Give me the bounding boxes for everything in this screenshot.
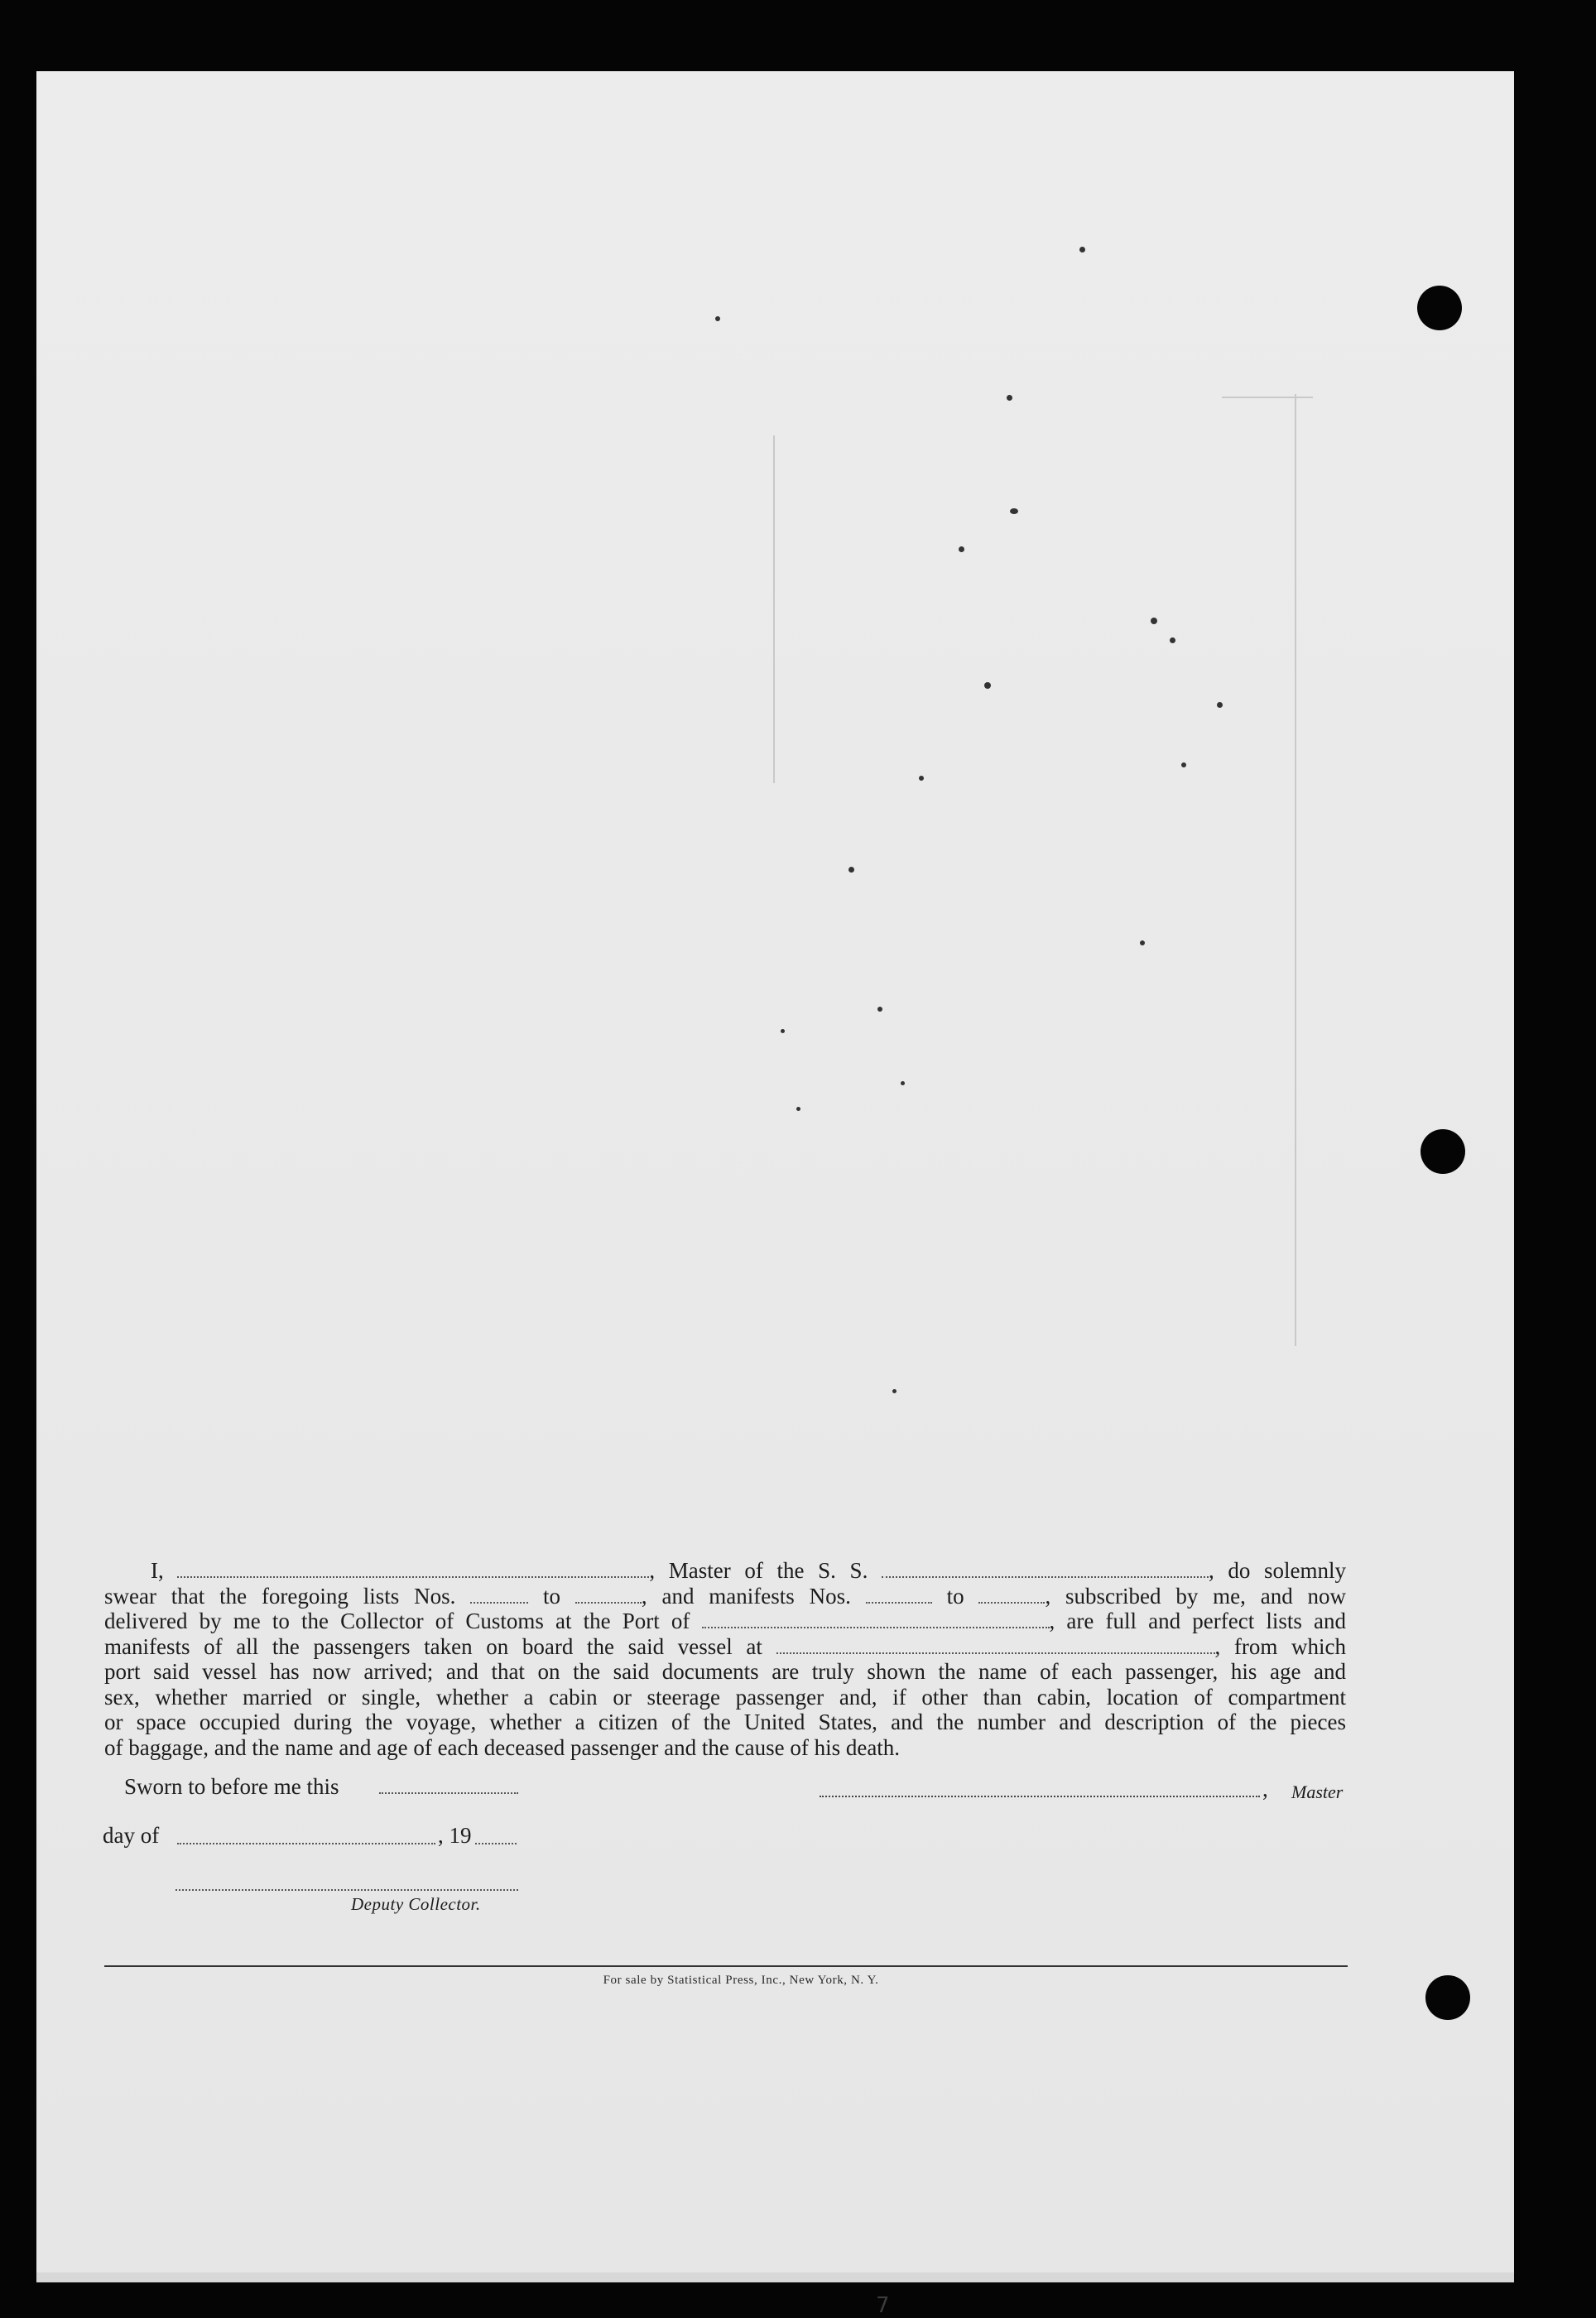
list-to-field[interactable] [575,1587,642,1604]
oath-line-7: or space occupied during the voyage, whether a citizen of the United States, and the number and description of the pieces [104,1710,1346,1734]
day-of-text: day of [103,1823,160,1848]
imprint-text: For sale by Statistical Press, Inc., New York, N. Y. [603,1974,879,1987]
document-page [36,71,1514,2282]
master-comma: , [1262,1777,1268,1801]
speck [1010,508,1018,514]
speck [1140,940,1145,945]
oath-line-3 [104,1609,1346,1634]
oath-text: to [946,1583,964,1609]
speck [901,1081,905,1085]
master-name-field[interactable] [177,1561,649,1578]
oath-line-8: of baggage, and the name and age of each deceased passenger and the cause of his death. [104,1734,901,1760]
speck [1007,395,1012,401]
manifest-from-field[interactable] [866,1587,932,1604]
deputy-collector-label: Deputy Collector. [351,1894,481,1914]
speck [848,867,854,873]
manifest-to-field[interactable] [978,1587,1045,1604]
oath-text: I, [151,1558,164,1583]
printer-imprint [0,1974,1449,1988]
departure-port-field[interactable] [776,1638,1215,1654]
sworn-day-field[interactable] [379,1792,518,1794]
oath-line-4 [104,1634,1346,1660]
speck [796,1107,800,1111]
oath-text: manifests of all the passengers taken on board the said vessel at [104,1633,762,1659]
oath-text: , Master of the S. S. [649,1558,868,1583]
speck [919,776,924,781]
month-field[interactable] [177,1843,435,1844]
oath-line-2 [104,1584,1346,1609]
year-field[interactable] [475,1843,517,1844]
punch-hole-middle [1421,1129,1465,1174]
deputy-signature-line[interactable] [175,1889,518,1891]
sworn-text: Sworn to before me this [124,1774,339,1799]
oath-text: , subscribed by me, and now [1045,1583,1347,1609]
oath-text: , do solemnly [1208,1558,1346,1583]
oath-line-1 [104,1558,1346,1584]
speck [1151,618,1157,624]
punch-hole-top [1417,286,1462,330]
page-edge [36,2272,1514,2282]
speck [781,1029,785,1033]
speck [1181,762,1186,767]
oath-text: , from which [1214,1633,1346,1659]
oath-text: swear that the foregoing lists Nos. [104,1583,456,1609]
speck [1079,247,1085,252]
corner-handwritten-mark: 7 [876,2293,890,2318]
bleed-through-rule [773,435,775,783]
speck [877,1007,882,1012]
list-from-field[interactable] [470,1587,528,1604]
ship-name-field[interactable] [882,1561,1209,1578]
oath-text: , are full and perfect lists and [1049,1609,1346,1633]
footer-rule [104,1965,1348,1967]
master-label: Master [1291,1782,1344,1802]
bleed-through-rule [1222,397,1313,398]
oath-text: delivered by me to the Collector of Customs at the Port of [104,1609,690,1633]
bleed-through-rule [1295,394,1296,1346]
oath-text: , and manifests Nos. [641,1583,851,1609]
speck [892,1389,897,1393]
speck [984,682,991,689]
oath-line-6: sex, whether married or single, whether a cabin or steerage passenger and, if other than cabin, location of compartment [104,1684,1346,1710]
year-prefix: , 19 [438,1823,472,1848]
oath-line-5: port said vessel has now arrived; and that on the said documents are truly shown the name of each passenger, his age and [104,1659,1346,1684]
speck [1170,637,1175,643]
speck [1217,702,1223,708]
port-field[interactable] [702,1612,1050,1628]
oath-text: to [543,1583,561,1609]
master-signature-line[interactable] [820,1796,1260,1797]
speck [959,546,964,552]
oath-paragraph [104,1558,1346,1760]
speck [715,316,720,321]
